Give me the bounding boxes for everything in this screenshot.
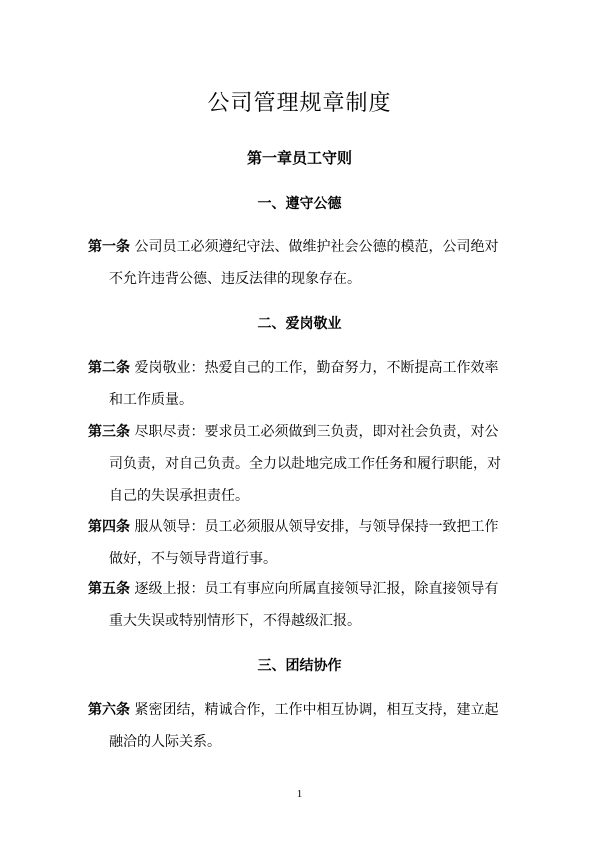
article-number: 第五条 xyxy=(88,581,130,597)
section-heading: 三、团结协作 xyxy=(257,658,342,674)
section-heading: 一、遵守公德 xyxy=(257,196,342,212)
article xyxy=(88,573,512,637)
article xyxy=(88,416,512,512)
article-number: 第四条 xyxy=(88,519,130,535)
article xyxy=(88,231,512,295)
page-number: 1 xyxy=(296,788,303,800)
article-first-line xyxy=(88,416,512,448)
article-first-line xyxy=(88,352,512,384)
article-first-line xyxy=(88,511,512,543)
article-first-line xyxy=(88,694,512,726)
article-text: 尽职尽责：要求员工必须做到三负责，即对社会负责，对公 xyxy=(130,424,499,440)
article xyxy=(88,352,512,416)
article-text: 做好，不与领导背道行事。 xyxy=(109,551,277,567)
document-title: 公司管理规章制度 xyxy=(207,91,392,116)
article-text: 重大失误或特别情形下，不得越级汇报。 xyxy=(109,613,361,629)
article-text: 服从领导：员工必须服从领导安排，与领导保持一致把工作 xyxy=(130,519,499,535)
article-first-line xyxy=(88,573,512,605)
article-text: 公司员工必须遵纪守法、做维护社会公德的模范，公司绝对 xyxy=(130,239,499,255)
article-text: 紧密团结，精诚合作，工作中相互协调，相互支持，建立起 xyxy=(130,702,499,718)
article-text: 逐级上报：员工有事应向所属直接领导汇报，除直接领导有 xyxy=(130,581,499,597)
article xyxy=(88,694,512,758)
section-heading: 二、爱岗敬业 xyxy=(257,316,342,332)
article-text: 司负责，对自己负责。全力以赴地完成工作任务和履行职能，对 xyxy=(109,456,501,472)
article-number: 第六条 xyxy=(88,702,130,718)
article-text: 不允许违背公德、违反法律的现象存在。 xyxy=(109,271,361,287)
article-text: 爱岗敬业：热爱自己的工作，勤奋努力，不断提高工作效率 xyxy=(130,360,499,376)
article-number: 第一条 xyxy=(88,239,130,255)
article-number: 第二条 xyxy=(88,360,130,376)
chapter-title: 第一章员工守则 xyxy=(246,149,352,167)
article xyxy=(88,511,512,575)
article-text: 和工作质量。 xyxy=(109,392,193,408)
article-first-line xyxy=(88,231,512,263)
article-number: 第三条 xyxy=(88,424,130,440)
article-text: 融洽的人际关系。 xyxy=(109,734,221,750)
article-text: 自己的失误承担责任。 xyxy=(109,488,249,504)
